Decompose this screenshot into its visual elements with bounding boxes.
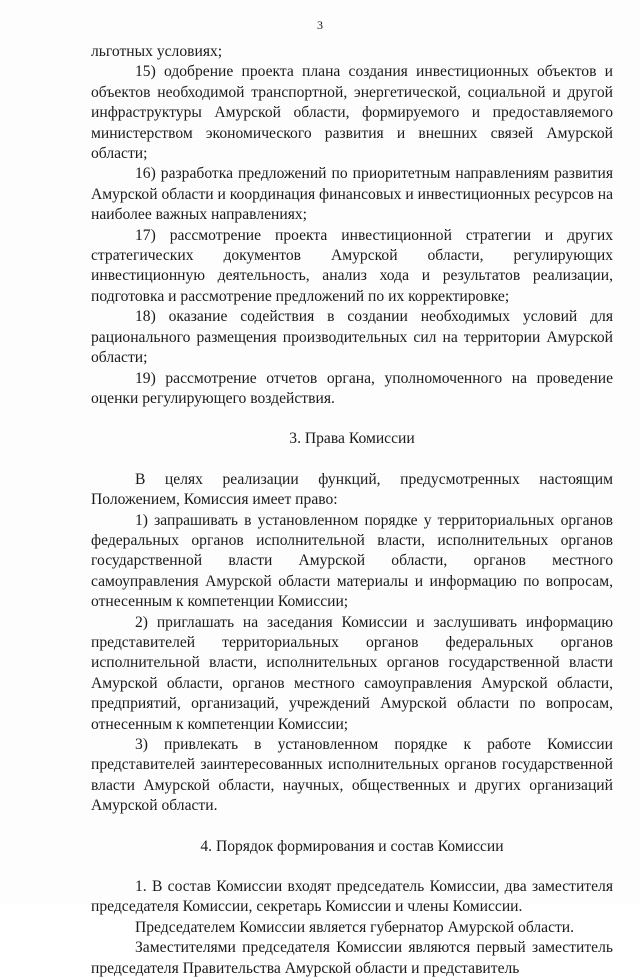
list-item-16: 16) разработка предложений по приоритетным направлениям развития Амурской области и координация финансовых и инвестиционных ресурсов на наиболее важных направлениях; [91, 165, 613, 224]
paragraph: В целях реализации функций, предусмотренных настоящим Положением, Комиссия имеет право: [91, 470, 613, 509]
list-item-1: 1) запрашивать в установленном порядке у территориальных органов федеральных органов исполнительной власти, исполнительных органов государственной власти Амурской области, органов местного самоуправления Амурской области материалы и информацию по вопросам, отнесенным к компетенции Комиссии; [91, 511, 613, 611]
list-item-3: 3) привлекать в установленном порядке к работе Комиссии представителей заинтересованных исполнительных органов государственной власти Амурской области, научных, общественных и других организаций Амурской области. [91, 736, 613, 815]
list-item-2: 2) приглашать на заседания Комиссии и заслушивать информацию представителей территориальных органов федеральных органов исполнительной власти, исполнительных органов государственной власти Амурской области, органов местного самоуправления Амурской области, предприятий, организаций, учреждений Амурской области по вопросам, отнесенным к компетенции Комиссии; [91, 613, 613, 733]
section-heading-3: 3. Права Комиссии [289, 430, 415, 448]
list-item-18: 18) оказание содействия в создании необходимых условий для рационального размещения производительных сил на территории Амурской области; [91, 308, 613, 367]
paragraph: 1. В состав Комиссии входят председатель Комиссии, два заместителя председателя Комиссии, секретарь Комиссии и члены Комиссии. [91, 878, 613, 916]
document-body [91, 42, 613, 979]
list-item-15: 15) одобрение проекта плана создания инвестиционных объектов и объектов необходимой транспортной, энергетической, социальной и другой инфраструктуры Амурской области, формируемого и предоставляемого министерством экономического развития и внешних связей Амурской области; [91, 63, 613, 163]
page-number: 3 [317, 18, 323, 32]
section-heading-4: 4. Порядок формирования и состав Комиссии [200, 837, 504, 855]
list-item-17: 17) рассмотрение проекта инвестиционной стратегии и других стратегических документов Амурской области, регулирующих инвестиционную деятельность, анализ хода и результатов реализации, подготовка и рассмотрение предложений по их корректировке; [91, 226, 613, 305]
list-item-19: 19) рассмотрение отчетов органа, уполномоченного на проведение оценки регулирующего воздействия. [91, 369, 613, 407]
paragraph-continued: Заместителями председателя Комиссии являются первый заместитель председателя Правительства Амурской области и представитель [91, 939, 613, 977]
paragraph: Председателем Комиссии является губернатор Амурской области. [135, 918, 575, 936]
paragraph: льготных условиях; [91, 43, 223, 60]
